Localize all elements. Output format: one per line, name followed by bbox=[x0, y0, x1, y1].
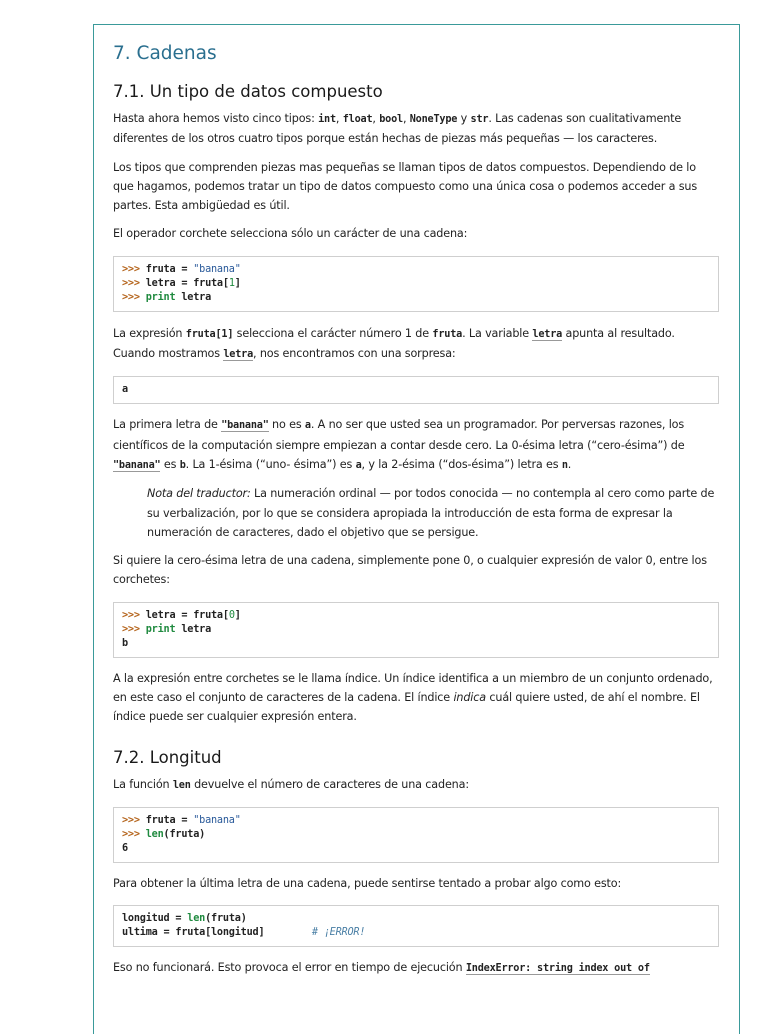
paragraph-types: Hasta ahora hemos visto cinco tipos: int, float, bool, NoneType y str. Las cadenas son cualitativamente diferentes de los otros cuatro tipos porque están hechas de piezas más pequeñas — los caracteres. bbox=[113, 112, 682, 146]
paragraph-bracket-operator: El operador corchete selecciona sólo un carácter de una cadena: bbox=[113, 227, 468, 241]
section-title-compound: 7.1. Un tipo de datos compuesto bbox=[113, 82, 383, 101]
paragraph-compound: Los tipos que comprenden piezas mas pequeñas se llaman tipos de datos compuestos. Dependiendo de lo que hagamos, podemos tratar un tipo de datos compuesto como una única cosa o podemos acceder a sus partes. Esta ambigüedad es útil. bbox=[113, 160, 698, 213]
code-block-letra: >>> letra = fruta[0] >>> print letra b bbox=[113, 602, 719, 658]
code-int: int bbox=[318, 114, 336, 125]
code-bool: bool bbox=[379, 114, 403, 125]
paragraph-zero-index: La primera letra de "banana" no es a. A no ser que usted sea un programador. Por perversas razones, los científicos de la computación siempre empiezan a contar desde cero. La 0-ésima letra (“cero-ésima”) de "banana" es b. La 1-ésima (“uno- ésima”) es a, y la 2-ésima (“dos-ésima”) letra es n. bbox=[113, 418, 685, 471]
translator-note: Nota del traductor: La numeración ordinal — por todos conocida — no contempla al cero como parte de su verbalización, por lo que se considera apropiada la introducción de esta forma de expresar la numeración de caracteres, dado el objetivo que se persigue. bbox=[147, 487, 715, 539]
paragraph-last-letter: Para obtener la última letra de una cadena, puede sentirse tentado a probar algo como esto: bbox=[113, 876, 622, 890]
document-page bbox=[93, 24, 740, 1034]
code-float: float bbox=[342, 114, 373, 125]
paragraph-index-definition: A la expresión entre corchetes se le llama índice. Un índice identifica a un miembro de un conjunto ordenado, en este caso el conjunto de caracteres de la cadena. El índice indica cuál quiere usted, de ahí el nombre. El índice puede ser cualquier expresión entera. bbox=[113, 671, 713, 724]
code-str: str bbox=[470, 114, 489, 125]
paragraph-index-error: Eso no funcionará. Esto provoca el error en tiempo de ejecución IndexError: string index out of bbox=[113, 961, 650, 975]
output-block-a: a bbox=[113, 376, 719, 404]
code-block-fruta: >>> fruta = "banana" >>> letra = fruta[1] >>> print letra bbox=[113, 256, 719, 312]
code-nonetype: NoneType bbox=[409, 114, 458, 125]
paragraph-len: La función len devuelve el número de caracteres de una cadena: bbox=[113, 777, 469, 791]
paragraph-zero-expression: Si quiere la cero-ésima letra de una cadena, simplemente pone 0, o cualquier expresión de valor 0, entre los corchetes: bbox=[113, 554, 707, 587]
paragraph-fruta-index: La expresión fruta[1] selecciona el carácter número 1 de fruta. La variable letra apunta al resultado. Cuando mostramos letra, nos encontramos con una sorpresa: bbox=[113, 326, 675, 361]
chapter-title: 7. Cadenas bbox=[113, 43, 217, 64]
section-title-length: 7.2. Longitud bbox=[113, 747, 222, 767]
code-block-error: longitud = len(fruta) ultima = fruta[longitud] # ¡ERROR! bbox=[113, 905, 719, 947]
code-block-len: >>> fruta = "banana" >>> len(fruta) 6 bbox=[113, 807, 719, 863]
